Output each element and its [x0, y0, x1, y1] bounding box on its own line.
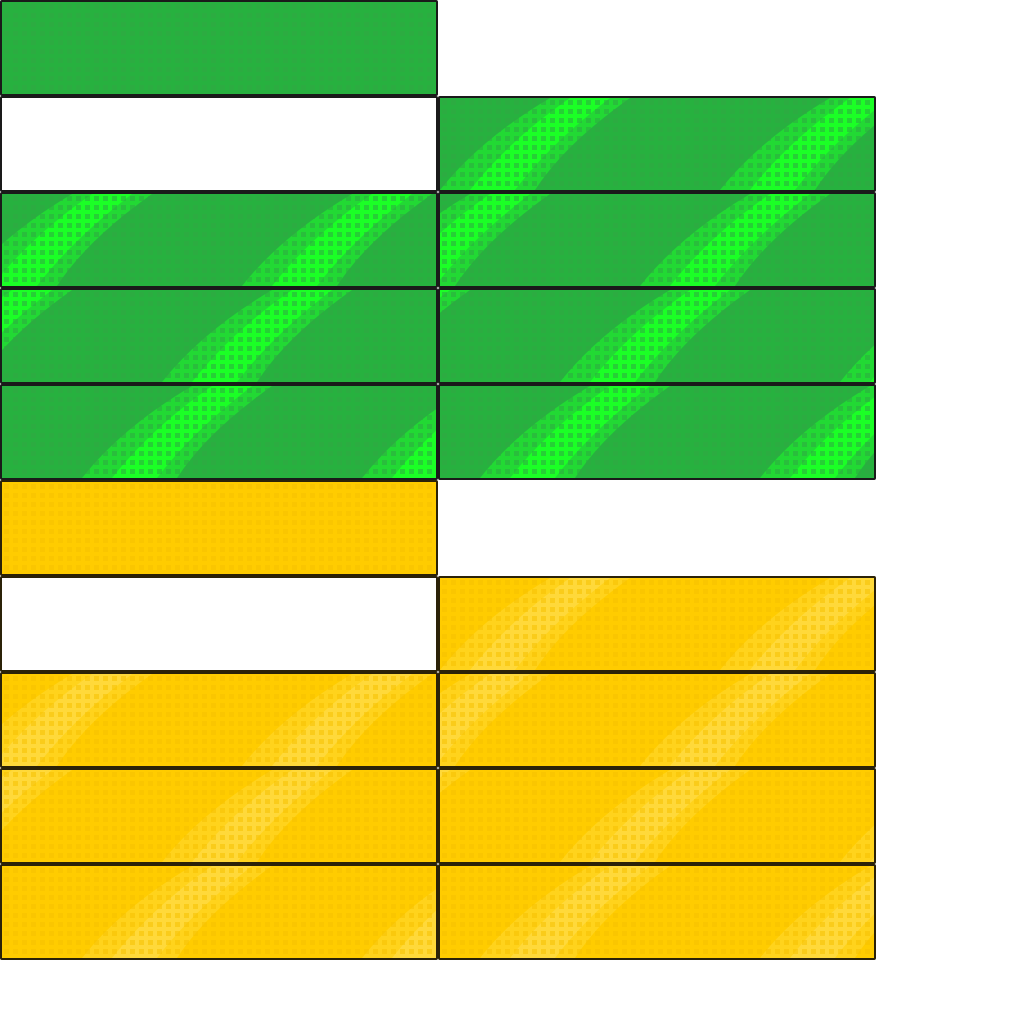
- bar-fill-art: [2, 866, 436, 958]
- bar-fill-art: [440, 578, 874, 670]
- bar-frame-green-solid: [0, 0, 438, 96]
- bar-frame-yellow-striped: [0, 672, 438, 768]
- bar-fill-art: [2, 194, 436, 286]
- bar-frame-green-striped: [0, 192, 438, 288]
- bar-fill-art: [440, 674, 874, 766]
- bar-fill-art: [2, 482, 436, 574]
- bar-frame-yellow-striped: [0, 864, 438, 960]
- bar-fill-art: [2, 674, 436, 766]
- bar-frame-yellow-striped: [0, 768, 438, 864]
- bar-frame-green-striped: [438, 192, 876, 288]
- bar-frame-yellow-empty: [0, 576, 438, 672]
- bar-fill-art: [2, 290, 436, 382]
- bar-fill-art: [440, 98, 874, 190]
- bar-fill-art: [2, 770, 436, 862]
- bar-fill-art: [440, 386, 874, 478]
- bar-frame-green-striped: [438, 384, 876, 480]
- bar-frame-yellow-striped: [438, 864, 876, 960]
- bar-frame-yellow-solid: [0, 480, 438, 576]
- bar-frame-green-striped: [0, 288, 438, 384]
- bar-fill-art: [440, 866, 874, 958]
- bar-fill-art: [440, 770, 874, 862]
- bar-frame-green-striped: [438, 96, 876, 192]
- bar-fill-art: [440, 194, 874, 286]
- bar-fill-art: [2, 386, 436, 478]
- bar-frame-green-striped: [438, 288, 876, 384]
- bar-frame-yellow-striped: [438, 768, 876, 864]
- bar-frame-yellow-striped: [438, 672, 876, 768]
- bar-frame-yellow-striped: [438, 576, 876, 672]
- bar-frame-green-striped: [0, 384, 438, 480]
- bar-fill-art: [2, 2, 436, 94]
- bar-fill-art: [440, 290, 874, 382]
- bar-frame-green-empty: [0, 96, 438, 192]
